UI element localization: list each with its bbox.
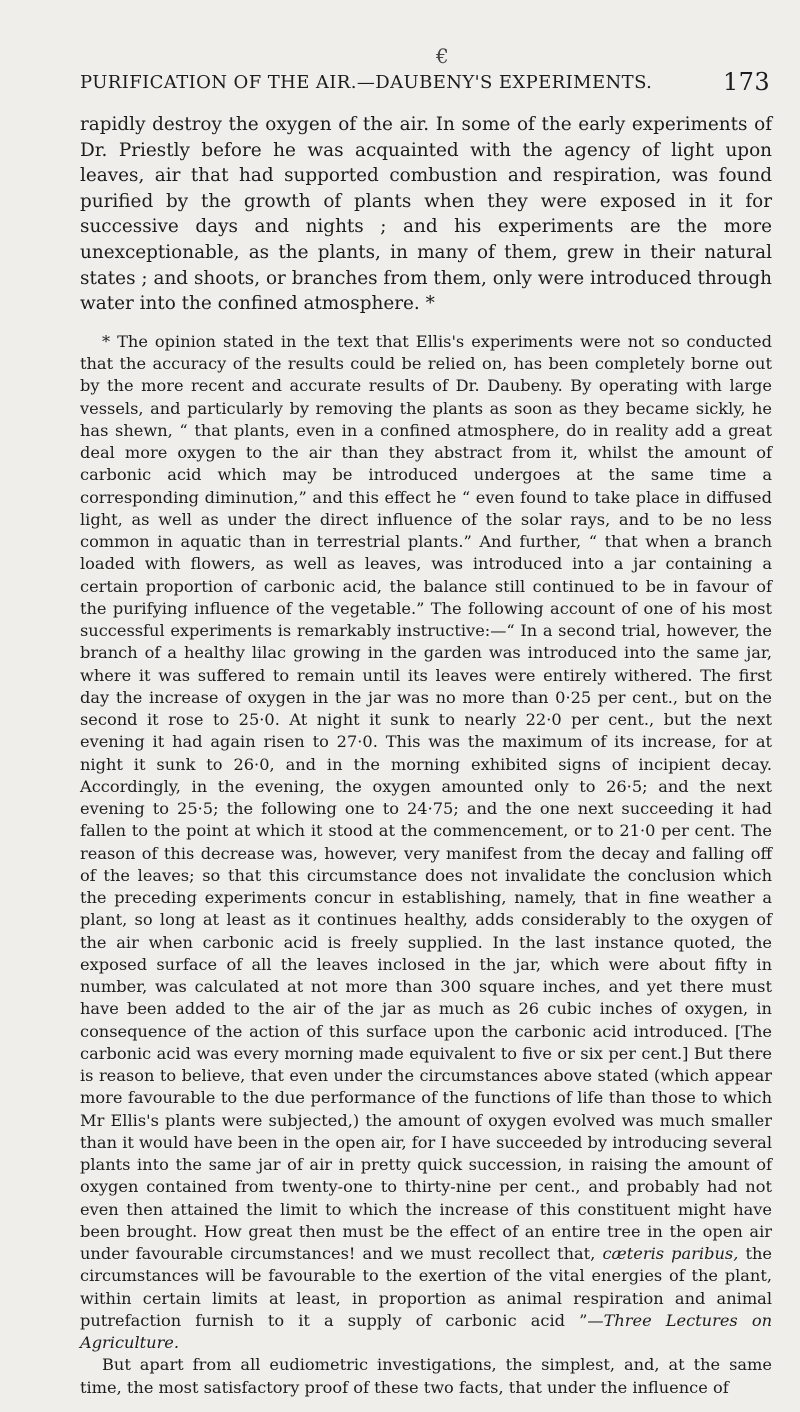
page-ornament: € <box>436 44 449 68</box>
latin-phrase: cæteris paribus, <box>602 1244 739 1263</box>
source-citation: Three Lectures on Agriculture. <box>80 1310 772 1352</box>
page-number: 173 <box>722 68 770 96</box>
footnote <box>80 331 772 1399</box>
closing-paragraph: But apart from all eudiometric investigations, the simplest, and, at the same time, the most satisfactory proof of these two facts, that under the influence of <box>80 1355 772 1397</box>
main-text <box>80 112 772 317</box>
footnote-paragraph <box>80 331 772 1355</box>
main-paragraph: rapidly destroy the oxygen of the air. In some of the early experiments of Dr. Priestly before he was acquainted with the agency of light upon leaves, air that had supported combustion and respiration, was found purified by the growth of plants when they were exposed in it for successive days and nights ; and his experiments are the more unexceptionable, as the plants, in many of them, grew in their natural states ; and shoots, or branches from them, only were introduced through water into the confined atmosphere. * <box>80 114 772 315</box>
footnote-text: * The opinion stated in the text that Ellis's experiments were not so conducted that the accuracy of the results could be relied on, has been completely borne out by the more recent and accurate results of Dr. Daubeny. By operating with large vessels, and particularly by removing the plants as soon as they became sickly, he has shewn, “ that plants, even in a confined atmosphere, do in reality add a great deal more oxygen to the air than they abstract from it, whilst the amount of carbonic acid which may be introduced undergoes at the same time a corresponding diminution,” and this effect he “ even found to take place in diffused light, as well as under the direct influence of the solar rays, and to be no less common in aquatic than in terrestrial plants.” And further, “ that when a branch loaded with flowers, as well as leaves, was introduced into a jar containing a certain proportion of carbonic acid, the balance still continued to be in favour of the purifying influence of the vegetable.” The following account of one of his most successful experiments is remarkably instructive:—“ In a second trial, however, the branch of a healthy lilac growing in the garden was introduced into the same jar, where it was suffered to remain until its leaves were entirely withered. The first day the increase of oxygen in the jar was no more than 0·25 per cent., but on the second it rose to 25·0. At night it sunk to nearly 22·0 per cent., but the next evening it had again risen to 27·0. This was the maximum of its increase, for at night it sunk to 26·0, and in the morning exhibited signs of incipient decay. Accordingly, in the evening, the oxygen amounted only to 26·5; and the next evening to 25·5; the following one to 24·75; and the one next succeeding it had fallen to the point at which it stood at the commencement, or to 21·0 per cent. The reason of this decrease was, however, very manifest from the decay and falling off of the leaves; so that this circumstance does not invalidate the conclusion which the preceding experiments concur in establishing, namely, that in fine weather a plant, so long at least as it continues healthy, adds considerably to the oxygen of the air when carbonic acid is freely supplied. In the last instance quoted, the exposed surface of all the leaves inclosed in the jar, which were about fifty in number, was calculated at not more than 300 square inches, and yet there must have been added to the air of the jar as much as 26 cubic inches of oxygen, in consequence of the action of this surface upon the carbonic acid introduced. [The carbonic acid was every morning made equivalent to five or six per cent.] But there is reason to believe, that even under the circumstances above stated (which appear more favourable to the due performance of the functions of life than those to which Mr Ellis's plants were subjected,) the amount of oxygen evolved was much smaller than it would have been in the open air, for I have succeeded by introducing several plants into the same jar of air in pretty quick succession, in raising the amount of oxygen contained from twenty-one to thirty-nine per cent., and probably had not even then attained the limit to which the increase of this constituent might have been brought. How great then must be the effect of an entire tree in the open air under favourable circumstances! and we must recollect that, <box>80 331 772 1263</box>
running-header <box>80 68 770 96</box>
footnote-text-continued: the circumstances will be favourable to the exertion of the vital energies of the plant, within certain limits at least, in proportion as animal respiration and animal putrefaction furnish to it a supply of carbonic acid ”— <box>80 1244 772 1330</box>
running-title: PURIFICATION OF THE AIR.—DAUBENY'S EXPERIMENTS. <box>80 72 653 93</box>
page-body <box>80 112 772 1399</box>
